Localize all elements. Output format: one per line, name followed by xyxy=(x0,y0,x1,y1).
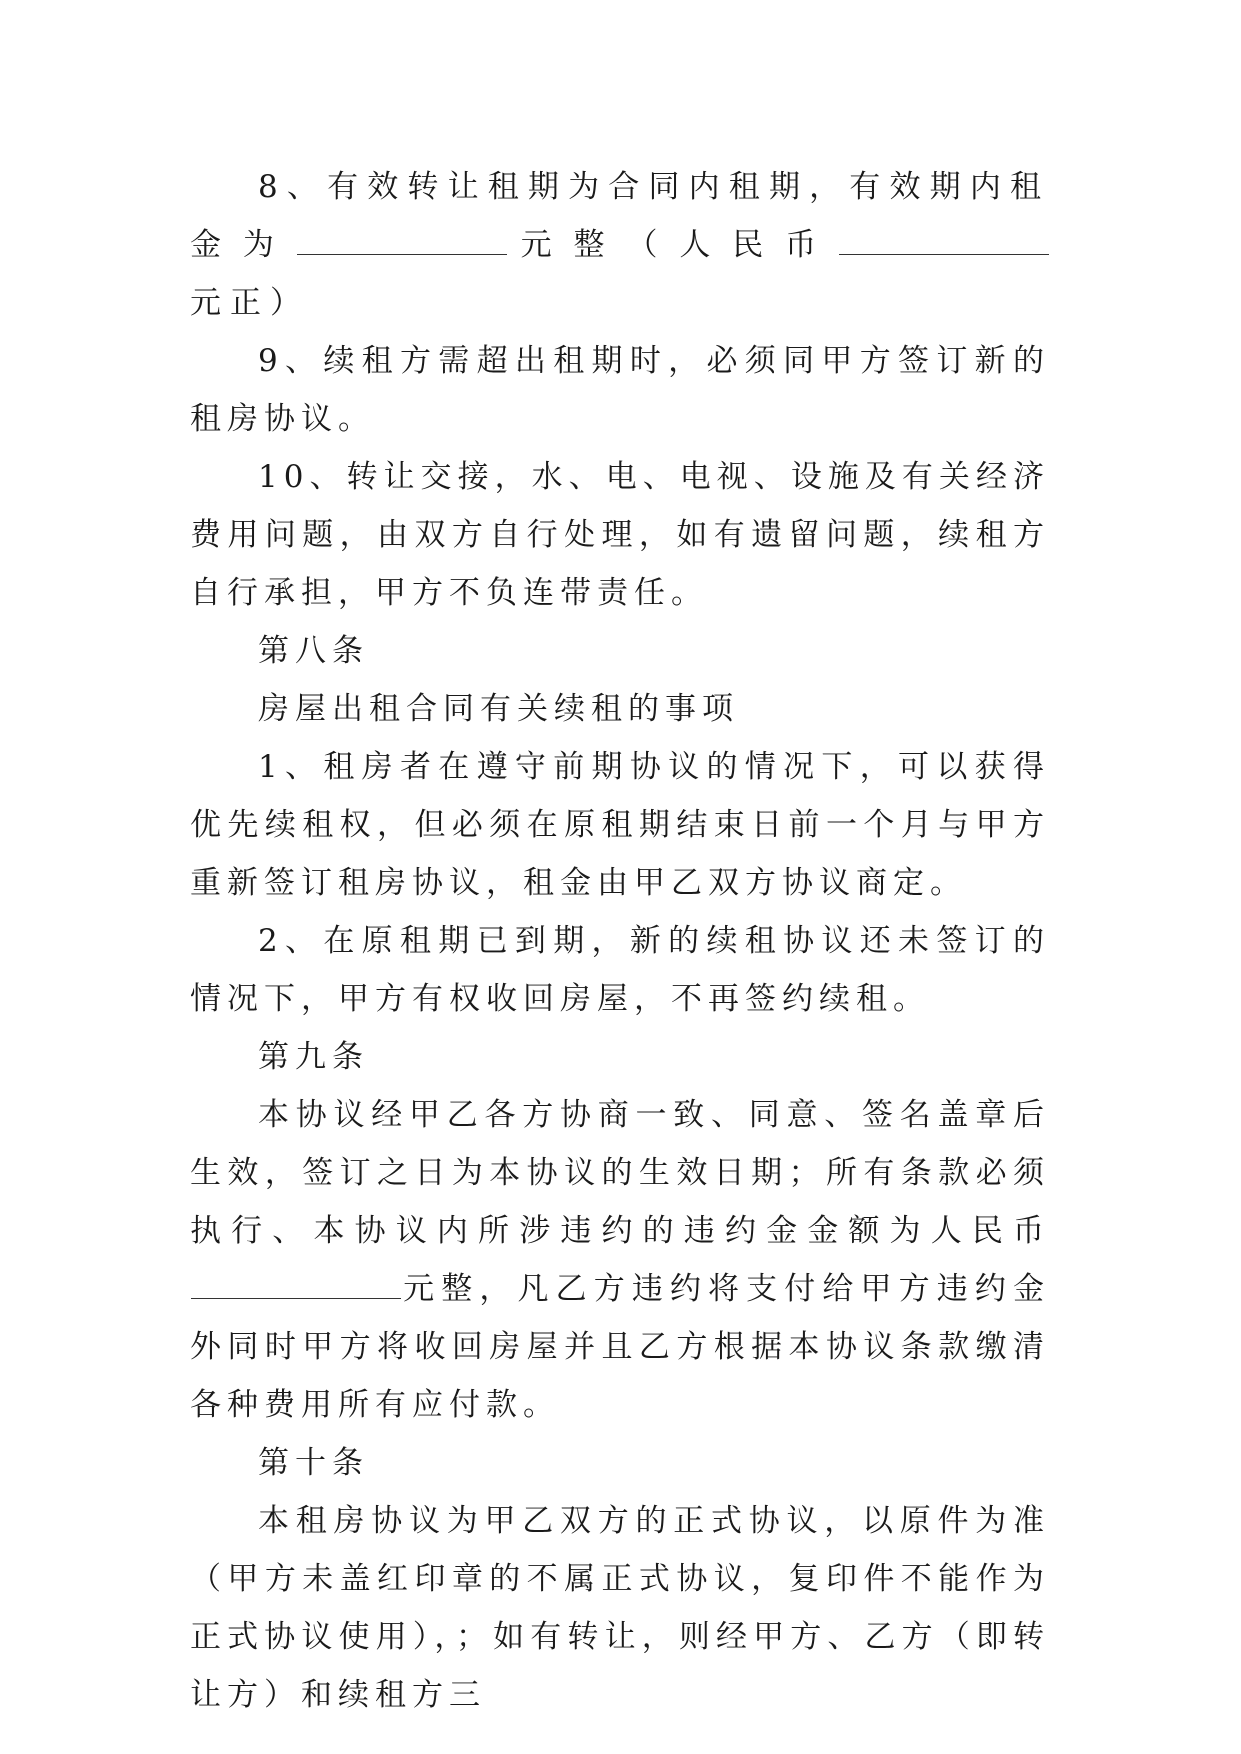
clause-8-text-a: 8、有效转让租期为合同内租期，有效期内租金为 xyxy=(190,169,1050,263)
rent-rmb-blank[interactable] xyxy=(839,228,1049,255)
rent-amount-blank[interactable] xyxy=(297,228,507,255)
clause-8-text-b: 元整（人民币 xyxy=(507,227,839,263)
article-10-text: 本租房协议为甲乙双方的正式协议，以原件为准（甲方未盖红印章的不属正式协议，复印件不能作为正式协议使用），；如有转让，则经甲方、乙方（即转让方）和续租方三 xyxy=(190,1503,1050,1713)
article-8-item-1: 1、租房者在遵守前期协议的情况下，可以获得优先续租权，但必须在原租期结束日前一个月与甲方重新签订租房协议，租金由甲乙双方协议商定。 xyxy=(190,749,1050,901)
article-8-item-2: 2、在原租期已到期，新的续租协议还未签订的情况下，甲方有权收回房屋，不再签约续租。 xyxy=(190,923,1050,1017)
article-8-subtitle: 房屋出租合同有关续租的事项 xyxy=(258,691,739,727)
article-9-text xyxy=(190,1086,1050,1434)
article-10-heading: 第十条 xyxy=(258,1445,369,1481)
clause-8-text-c: 元正） xyxy=(190,285,310,321)
article-9-text-b: 元整，凡乙方违约将支付给甲方违约金外同时甲方将收回房屋并且乙方根据本协议条款缴清各种费用所有应付款。 xyxy=(190,1271,1050,1423)
clause-9: 9、续租方需超出租期时，必须同甲方签订新的租房协议。 xyxy=(190,343,1050,437)
article-8-heading: 第八条 xyxy=(258,633,369,669)
clause-8 xyxy=(190,158,1050,332)
penalty-amount-blank[interactable] xyxy=(191,1272,401,1299)
article-9-text-a: 本协议经甲乙各方协商一致、同意、签名盖章后生效，签订之日为本协议的生效日期；所有条款必须执行、本协议内所涉违约的违约金金额为人民币 xyxy=(190,1097,1050,1249)
clause-10: 10、转让交接，水、电、电视、设施及有关经济费用问题，由双方自行处理，如有遗留问题，续租方自行承担，甲方不负连带责任。 xyxy=(190,459,1050,611)
article-9-heading: 第九条 xyxy=(258,1039,369,1075)
document-body xyxy=(190,158,1050,1724)
